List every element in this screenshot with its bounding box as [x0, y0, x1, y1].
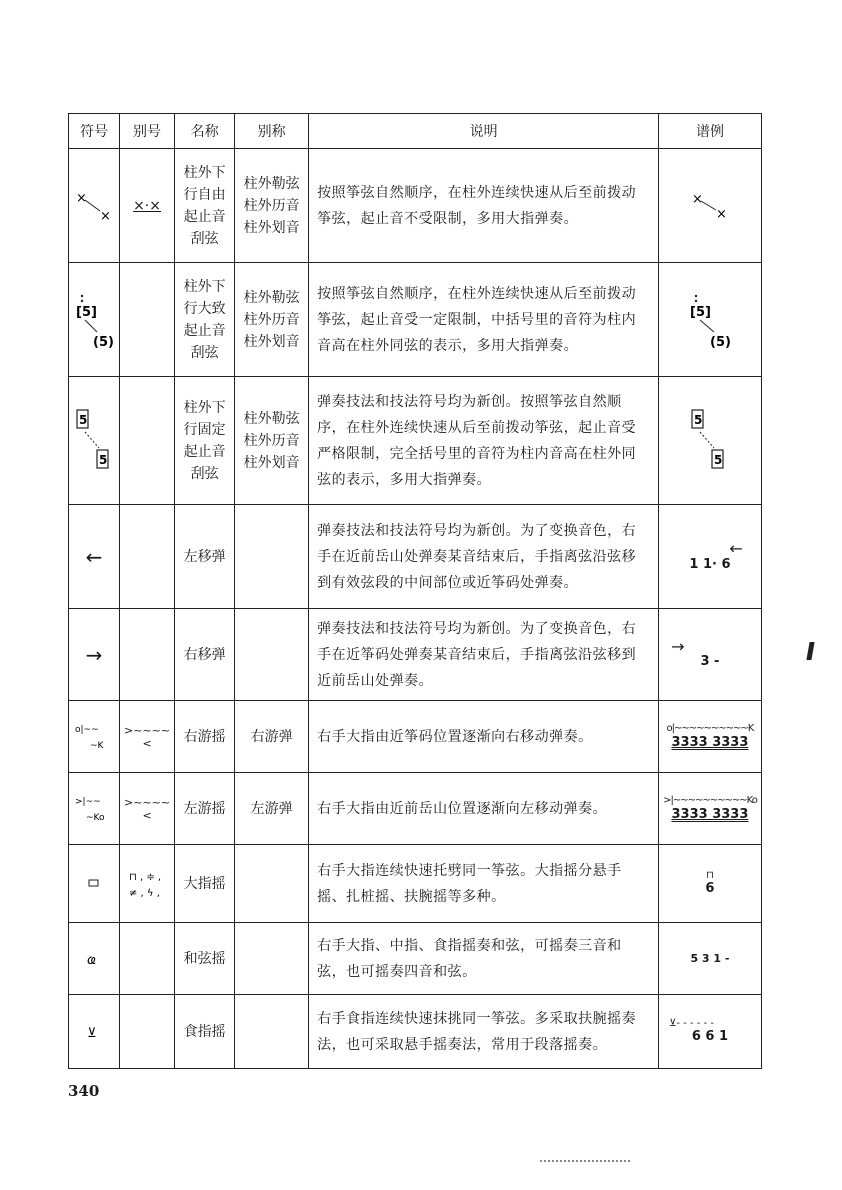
svg-text:⊓ , ≑ ,: ⊓ , ≑ ,	[129, 871, 162, 883]
alt-name-cell	[235, 609, 309, 701]
name-cell: 柱外下 行大致 起止音 刮弦	[175, 263, 235, 377]
description-cell: 右手大指连续快速托劈同一筝弦。大指摇分悬手摇、扎桩摇、扶腕摇等多种。	[309, 845, 659, 923]
description-cell: 弹奏技法和技法符号均为新创。为了变换音色，右手在近筝码处弹奏某音结束后，手指离弦沿弦移到近前岳山处弹奏。	[309, 609, 659, 701]
svg-text:5: 5	[693, 412, 703, 427]
tremolo-line-icon: o|~~~~~~~~~~K	[666, 723, 754, 734]
free-glissando-example	[688, 189, 732, 223]
svg-text:(5): (5)	[709, 334, 731, 350]
notation-table	[68, 113, 762, 1069]
example-cell	[659, 701, 762, 773]
margin-mark	[806, 642, 814, 660]
svg-text:~Ko: ~Ko	[86, 812, 105, 823]
alias-cell: >~~~~<	[120, 701, 175, 773]
alias-cell	[120, 923, 175, 995]
alt-name-cell	[235, 845, 309, 923]
svg-text:~K: ~K	[90, 740, 104, 751]
description-cell: 弹奏技法和技法符号均为新创。按照筝弦自然顺序，在柱外连续快速从后至前拨动筝弦，起止音受严格限制，完全括号里的音符为柱内音高在柱外同弦的表示，多用大指弹奏。	[309, 377, 659, 505]
svg-text:ҩ: ҩ	[87, 952, 97, 968]
name-cell: 食指摇	[175, 995, 235, 1069]
alt-name-cell: 柱外勒弦 柱外历音 柱外划音	[235, 149, 309, 263]
symbol-cell	[69, 995, 120, 1069]
alias-cell	[120, 845, 175, 923]
page-number: 340	[68, 1082, 100, 1100]
svg-text:×: ×	[715, 206, 727, 222]
thumb-tremolo-alias-marks	[127, 867, 167, 901]
name-cell: 大指摇	[175, 845, 235, 923]
symbol-cell	[69, 923, 120, 995]
svg-text:(5): (5)	[93, 334, 114, 350]
alias-cell	[120, 377, 175, 505]
svg-text:5: 5	[99, 452, 108, 467]
symbol-cell	[69, 377, 120, 505]
alt-name-cell: 右游弹	[235, 701, 309, 773]
symbol-cell	[69, 149, 120, 263]
svg-text:5: 5	[713, 452, 723, 467]
chord-tremolo-symbol	[84, 949, 104, 969]
svg-text:≠ , ϟ ,: ≠ , ϟ ,	[129, 887, 160, 899]
table-row	[69, 609, 762, 701]
svg-text:×: ×	[691, 191, 703, 207]
example-cell	[659, 505, 762, 609]
example-notes: 3333 3333	[671, 735, 749, 750]
example-notes: 5 3 1 -	[690, 952, 730, 965]
example-cell	[659, 149, 762, 263]
example-notes: 1 1· 6	[689, 557, 731, 572]
alt-name-cell: 柱外勒弦 柱外历音 柱外划音	[235, 263, 309, 377]
tremolo-line-icon: >|~~~~~~~~~~Ko	[663, 795, 757, 806]
table-row	[69, 773, 762, 845]
name-cell: 右游摇	[175, 701, 235, 773]
symbol-cell	[69, 701, 120, 773]
description-cell: 右手大指、中指、食指摇奏和弦，可摇奏三音和弦，也可摇奏四音和弦。	[309, 923, 659, 995]
svg-text:5: 5	[79, 412, 88, 427]
alt-name-cell: 左游弹	[235, 773, 309, 845]
table-header-row	[69, 114, 762, 149]
svg-text:o|~~: o|~~	[75, 724, 99, 735]
example-cell	[659, 263, 762, 377]
table-row	[69, 149, 762, 263]
example-notes: 3333 3333	[671, 807, 749, 822]
table-row	[69, 995, 762, 1069]
table-row	[69, 701, 762, 773]
header-example: 谱例	[659, 114, 762, 149]
alias-cell	[120, 609, 175, 701]
alias-cell	[120, 505, 175, 609]
table-row	[69, 505, 762, 609]
example-notes: 6	[705, 881, 715, 896]
approx-glissando-example	[682, 290, 738, 350]
footer-dots	[540, 1160, 630, 1166]
tremolo-dash-icon: ⊻- - - - - -	[669, 1018, 714, 1029]
name-cell: 柱外下 行固定 起止音 刮弦	[175, 377, 235, 505]
symbol-cell: ←	[69, 505, 120, 609]
name-cell: 和弦摇	[175, 923, 235, 995]
alt-name-cell	[235, 995, 309, 1069]
index-tremolo-symbol	[84, 1022, 104, 1042]
example-cell	[659, 377, 762, 505]
alt-name-cell: 柱外勒弦 柱外历音 柱外划音	[235, 377, 309, 505]
example-cell	[659, 609, 762, 701]
symbol-cell	[69, 263, 120, 377]
header-name: 名称	[175, 114, 235, 149]
description-cell: 右手大指由近前岳山位置逐渐向左移动弹奏。	[309, 773, 659, 845]
right-arrow-icon: →	[671, 637, 685, 656]
example-cell	[659, 845, 762, 923]
svg-text:[5]: [5]	[76, 304, 97, 320]
alias-cell: >~~~~<	[120, 773, 175, 845]
description-cell: 右手食指连续快速抹挑同一筝弦。多采取扶腕摇奏法，也可采取悬手摇奏法，常用于段落摇奏。	[309, 995, 659, 1069]
table-row	[69, 263, 762, 377]
left-tremolo-symbol	[74, 792, 114, 826]
svg-text:⊻: ⊻	[87, 1025, 97, 1041]
description-cell: 按照筝弦自然顺序，在柱外连续快速从后至前拨动筝弦，起止音不受限制，多用大指弹奏。	[309, 149, 659, 263]
svg-text:×: ×	[76, 190, 87, 206]
symbol-cell	[69, 773, 120, 845]
symbol-cell: →	[69, 609, 120, 701]
free-glissando-symbol	[74, 186, 114, 226]
left-arrow-icon: ←	[729, 539, 743, 558]
approx-glissando-symbol	[73, 290, 115, 350]
svg-text:>|~~: >|~~	[75, 796, 101, 807]
description-cell: 弹奏技法和技法符号均为新创。为了变换音色，右手在近前岳山处弹奏某音结束后，手指离弦沿弦移到有效弦段的中间部位或近筝码处弹奏。	[309, 505, 659, 609]
example-notes: 6 6 1	[691, 1029, 729, 1044]
alias-cell	[120, 263, 175, 377]
tremolo-mark-icon: ⊓	[706, 870, 714, 881]
table-row	[69, 845, 762, 923]
svg-text:×: ×	[100, 208, 111, 224]
alt-name-cell	[235, 505, 309, 609]
right-tremolo-symbol	[74, 720, 114, 754]
alt-name-cell	[235, 923, 309, 995]
description-cell: 按照筝弦自然顺序，在柱外连续快速从后至前拨动筝弦，起止音受一定限制，中括号里的音符为柱内音高在柱外同弦的表示，多用大指弹奏。	[309, 263, 659, 377]
name-cell: 柱外下 行自由 起止音 刮弦	[175, 149, 235, 263]
name-cell: 右移弹	[175, 609, 235, 701]
header-alt-name: 别称	[235, 114, 309, 149]
description-cell: 右手大指由近筝码位置逐渐向右移动弹奏。	[309, 701, 659, 773]
svg-text:[5]: [5]	[689, 304, 711, 320]
fixed-glissando-symbol	[73, 406, 115, 476]
name-cell: 左移弹	[175, 505, 235, 609]
symbol-cell	[69, 845, 120, 923]
header-alias: 别号	[120, 114, 175, 149]
table-row	[69, 923, 762, 995]
example-notes: 3 -	[700, 654, 720, 669]
header-symbol: 符号	[69, 114, 120, 149]
example-cell	[659, 995, 762, 1069]
fixed-glissando-example	[682, 406, 738, 476]
alias-cell	[120, 995, 175, 1069]
example-cell	[659, 923, 762, 995]
header-description: 说明	[309, 114, 659, 149]
alias-cell: ×·×	[120, 149, 175, 263]
table-row	[69, 377, 762, 505]
thumb-tremolo-symbol	[84, 876, 104, 892]
example-cell	[659, 773, 762, 845]
name-cell: 左游摇	[175, 773, 235, 845]
